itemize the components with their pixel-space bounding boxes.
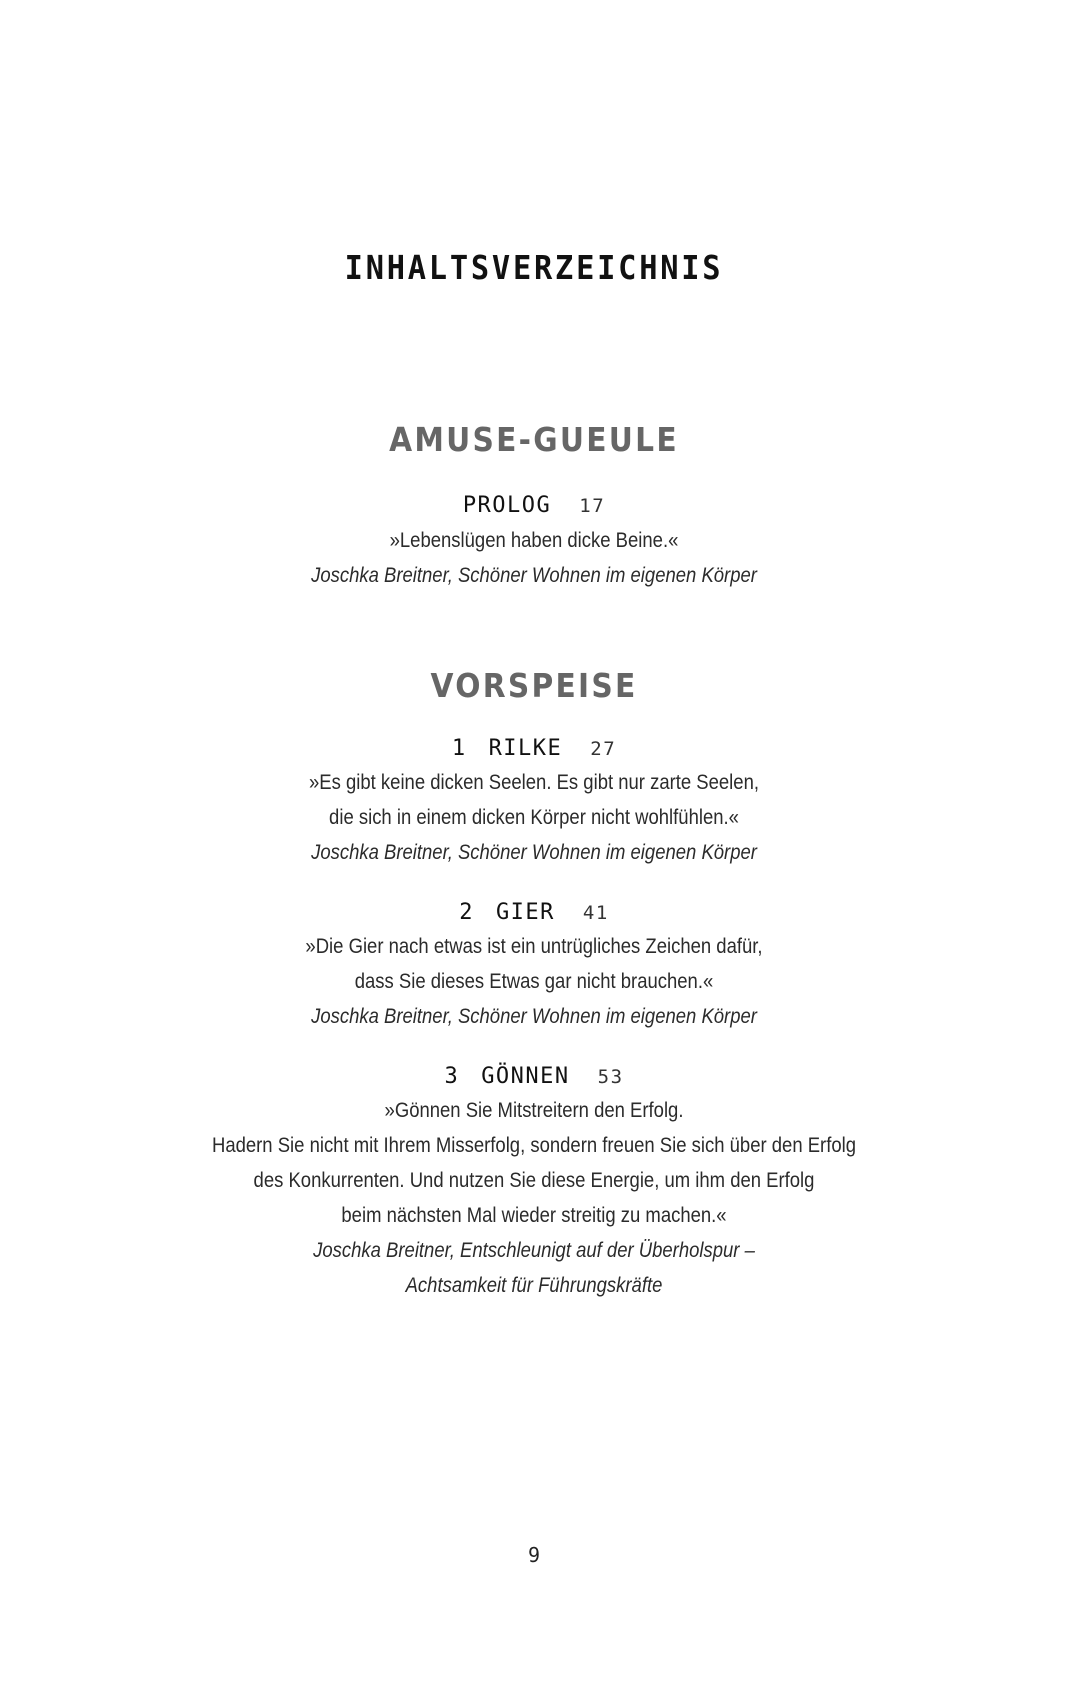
section-title-vorspeise: VORSPEISE: [430, 666, 638, 705]
page-title: INHALTSVERZEICHNIS: [344, 248, 724, 287]
chapter-number: 3: [444, 1064, 460, 1089]
section-title-amuse-gueule: AMUSE-GUEULE: [389, 420, 679, 459]
page-number: 9: [527, 1543, 541, 1567]
source-line: Joschka Breitner, Schöner Wohnen im eigenen Körper: [311, 841, 757, 864]
chapter-quote: [64, 1093, 1004, 1233]
chapter-page-number: 53: [597, 1066, 624, 1088]
chapter-name: PROLOG: [462, 493, 552, 518]
source-line: Achtsamkeit für Führungskräfte: [405, 1274, 663, 1297]
chapter-number: 1: [451, 736, 467, 761]
source-line: Joschka Breitner, Entschleunigt auf der Überholspur –: [313, 1239, 755, 1262]
toc-entry-goennen[interactable]: [0, 1064, 1068, 1089]
quote-source: [64, 1233, 1004, 1303]
chapter-number: 2: [459, 900, 474, 925]
quote-line: Hadern Sie nicht mit Ihrem Misserfolg, sondern freuen Sie sich über den Erfolg: [211, 1134, 857, 1157]
quote-line: »Es gibt keine dicken Seelen. Es gibt nur zarte Seelen,: [309, 771, 759, 794]
chapter-quote: [64, 523, 1004, 558]
toc-entry-prolog[interactable]: [0, 493, 1068, 518]
quote-line: »Lebenslügen haben dicke Beine.«: [389, 529, 679, 552]
quote-line: dass Sie dieses Etwas gar nicht brauchen.«: [354, 970, 714, 993]
source-line: Joschka Breitner, Schöner Wohnen im eigenen Körper: [311, 564, 757, 587]
quote-source: [64, 558, 1004, 593]
quote-line: die sich in einem dicken Körper nicht wohlfühlen.«: [329, 806, 739, 829]
chapter-name: RILKE: [488, 736, 563, 761]
chapter-name: GÖNNEN: [481, 1064, 570, 1089]
toc-entry-gier[interactable]: [0, 900, 1068, 925]
quote-line: des Konkurrenten. Und nutzen Sie diese Energie, um ihm den Erfolg: [253, 1169, 815, 1192]
chapter-name: GIER: [495, 900, 555, 925]
chapter-page-number: 17: [579, 495, 606, 517]
chapter-quote: [64, 929, 1004, 999]
quote-source: [64, 999, 1004, 1034]
quote-line: beim nächsten Mal wieder streitig zu machen.«: [341, 1204, 727, 1227]
source-line: Joschka Breitner, Schöner Wohnen im eigenen Körper: [311, 1005, 757, 1028]
quote-line: »Die Gier nach etwas ist ein untrügliches Zeichen dafür,: [305, 935, 763, 958]
chapter-quote: [64, 765, 1004, 835]
quote-line: »Gönnen Sie Mitstreitern den Erfolg.: [384, 1099, 684, 1122]
quote-source: [64, 835, 1004, 870]
toc-entry-rilke[interactable]: [0, 736, 1068, 761]
chapter-page-number: 27: [590, 738, 617, 760]
chapter-page-number: 41: [582, 902, 609, 924]
